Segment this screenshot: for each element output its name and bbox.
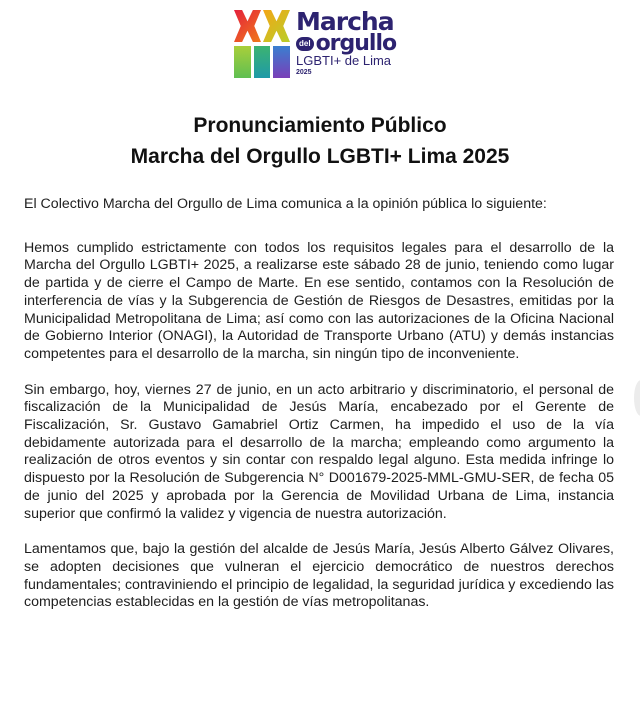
event-logo <box>234 7 404 82</box>
logo-x-shape <box>263 10 290 42</box>
logo-year: 2025 <box>296 69 312 76</box>
logo-bar <box>273 46 290 78</box>
document-title <box>0 110 640 172</box>
intro-paragraph: El Colectivo Marcha del Orgullo de Lima comunica a la opinión pública lo siguiente: <box>24 196 547 212</box>
paragraph-requirements: Hemos cumplido estrictamente con todos los requisitos legales para el desarrollo de la Marcha del Orgullo LGBTI+ 2025, a realizarse este sábado 28 de junio, teniendo como lugar de partida y de cierre el Campo de Marte. En ese sentido, contamos con la Resolución de interferencia de vías y la Subgerencia de Gestión de Riesgos de Desastres, emitidas por la Municipalidad Metropolitana de Lima; así como con las autorizaciones de la Oficina Nacional de Gobierno Interior (ONAGI), la Autoridad de Transporte Urbano (ATU) y demás instancias competentes para el desarrollo de la marcha, sin ningún tipo de inconveniente. <box>24 239 614 362</box>
logo-row <box>296 31 397 56</box>
roman-numeral-logo-mark <box>234 10 290 78</box>
logo-orgullo: orgullo <box>315 31 397 56</box>
logo-del-badge: del <box>296 37 314 51</box>
paragraph-impediment: Sin embargo, hoy, viernes 27 de junio, en un acto arbitrario y discriminatorio, el personal de fiscalización de la Municipalidad de Jesús María, encabezado por el Gerente de Fiscalización, Sr. Gustavo Gamabriel Ortiz Carmen, ha impedido el uso de la vía debidamente autorizada para el desarrollo de la marcha; empleando como argumento la realización de otros eventos y sin contar con respaldo legal alguno. Esta medida infringe lo dispuesto por la Resolución de Subgerencia N° D001679-2025-MML-GMU-SER, de fecha 05 de junio del 2025 y aprobada por la Gerencia de Movilidad Urbana de Lima, instancia superior que confirmó la validez y vigencia de nuestra autorización. <box>24 381 614 522</box>
paragraph-lament: Lamentamos que, bajo la gestión del alcalde de Jesús María, Jesús Alberto Gálvez Olivares, se adopten decisiones que vulneran el ejercicio democrático de nuestros derechos fundamentales; contraviniendo el principio de legalidad, la seguridad jurídica y excediendo las competencias establecidas en la gestión de vías metropolitanas. <box>24 541 614 611</box>
title-line-2: Marcha del Orgullo LGBTI+ Lima 2025 <box>130 145 510 168</box>
logo-lgbti-lima: LGBTI+ de Lima <box>296 53 392 68</box>
logo-bar <box>234 46 251 78</box>
edge-artifact <box>634 380 640 416</box>
logo-bar <box>254 46 271 78</box>
logo-marcha: Marcha <box>296 7 394 36</box>
title-line-1: Pronunciamiento Público <box>193 114 447 137</box>
logo-x-shape <box>234 10 261 42</box>
document-body <box>24 196 614 630</box>
logo-bars <box>234 46 290 78</box>
logo-wordmark <box>296 7 397 77</box>
